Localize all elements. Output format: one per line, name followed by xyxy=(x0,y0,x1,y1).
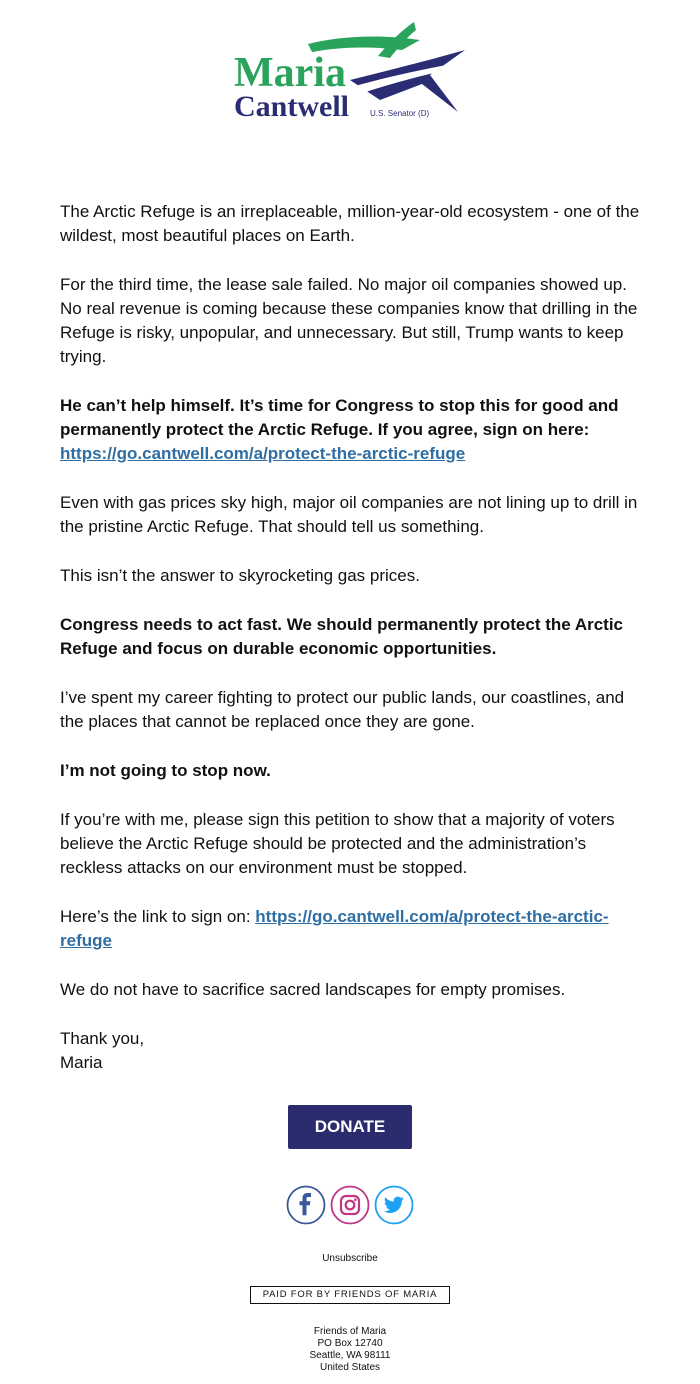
paragraph-link xyxy=(60,905,645,953)
signoff xyxy=(60,1027,645,1075)
social-links xyxy=(286,1185,416,1225)
paragraph-callout xyxy=(60,394,645,466)
logo-first-name: Maria xyxy=(234,50,346,96)
mailing-address xyxy=(0,1326,700,1374)
address-line1: PO Box 12740 xyxy=(317,1338,383,1349)
closing-text: Thank you, xyxy=(60,1029,145,1048)
paragraph-bold: I’m not going to stop now. xyxy=(60,761,271,780)
petition-link[interactable]: https://go.cantwell.com/a/protect-the-arctic-refuge xyxy=(60,444,466,463)
paragraph: For the third time, the lease sale failed. No major oil companies showed up. No real revenue is coming because these companies know that drilling in the Refuge is risky, unpopular, and unnecessary. But still, Trump wants to keep trying. xyxy=(60,275,638,366)
unsubscribe-row xyxy=(0,1253,700,1264)
address-line2: Seattle, WA 98111 xyxy=(309,1350,391,1361)
donate-button[interactable]: DONATE xyxy=(288,1105,412,1149)
callout-text: He can’t help himself. It’s time for Congress to stop this for good and permanently protect the Arctic Refuge. If you agree, sign on here: xyxy=(60,396,619,439)
paragraph: The Arctic Refuge is an irreplaceable, million-year-old ecosystem - one of the wildest, most beautiful places on Earth. xyxy=(60,202,640,245)
instagram-icon xyxy=(330,1185,370,1225)
email-content xyxy=(60,200,645,1100)
unsubscribe-link[interactable]: Unsubscribe xyxy=(322,1253,378,1264)
campaign-logo[interactable] xyxy=(230,20,470,122)
twitter-link[interactable] xyxy=(374,1185,412,1223)
facebook-link[interactable] xyxy=(286,1185,324,1223)
logo-subtitle: U.S. Senator (D) xyxy=(370,109,430,118)
petition-link-2[interactable]: https://go.cantwell.com/a/protect-the-arctic-refuge xyxy=(60,907,609,950)
twitter-icon xyxy=(374,1185,414,1225)
link-intro: Here’s the link to sign on: xyxy=(60,907,256,926)
paragraph: I’ve spent my career fighting to protect our public lands, our coastlines, and the places that cannot be replaced once they are gone. xyxy=(60,688,625,731)
paragraph: We do not have to sacrifice sacred landscapes for empty promises. xyxy=(60,980,566,999)
paragraph: Even with gas prices sky high, major oil companies are not lining up to drill in the pristine Arctic Refuge. That should tell us something. xyxy=(60,493,638,536)
address-country: United States xyxy=(319,1362,381,1373)
address-org: Friends of Maria xyxy=(313,1326,387,1337)
paragraph: This isn’t the answer to skyrocketing gas prices. xyxy=(60,566,420,585)
paid-for-disclaimer: PAID FOR BY FRIENDS OF MARIA xyxy=(250,1286,450,1304)
paragraph-bold: Congress needs to act fast. We should permanently protect the Arctic Refuge and focus on durable economic opportunities. xyxy=(60,615,624,658)
paragraph: If you’re with me, please sign this petition to show that a majority of voters believe the Arctic Refuge should be protected and the administration’s reckless attacks on our environment must be stopped. xyxy=(60,810,615,877)
signature: Maria xyxy=(60,1053,103,1072)
instagram-link[interactable] xyxy=(330,1185,368,1223)
logo-last-name: Cantwell xyxy=(234,90,349,122)
logo-mark xyxy=(230,20,470,122)
facebook-icon xyxy=(286,1185,326,1225)
